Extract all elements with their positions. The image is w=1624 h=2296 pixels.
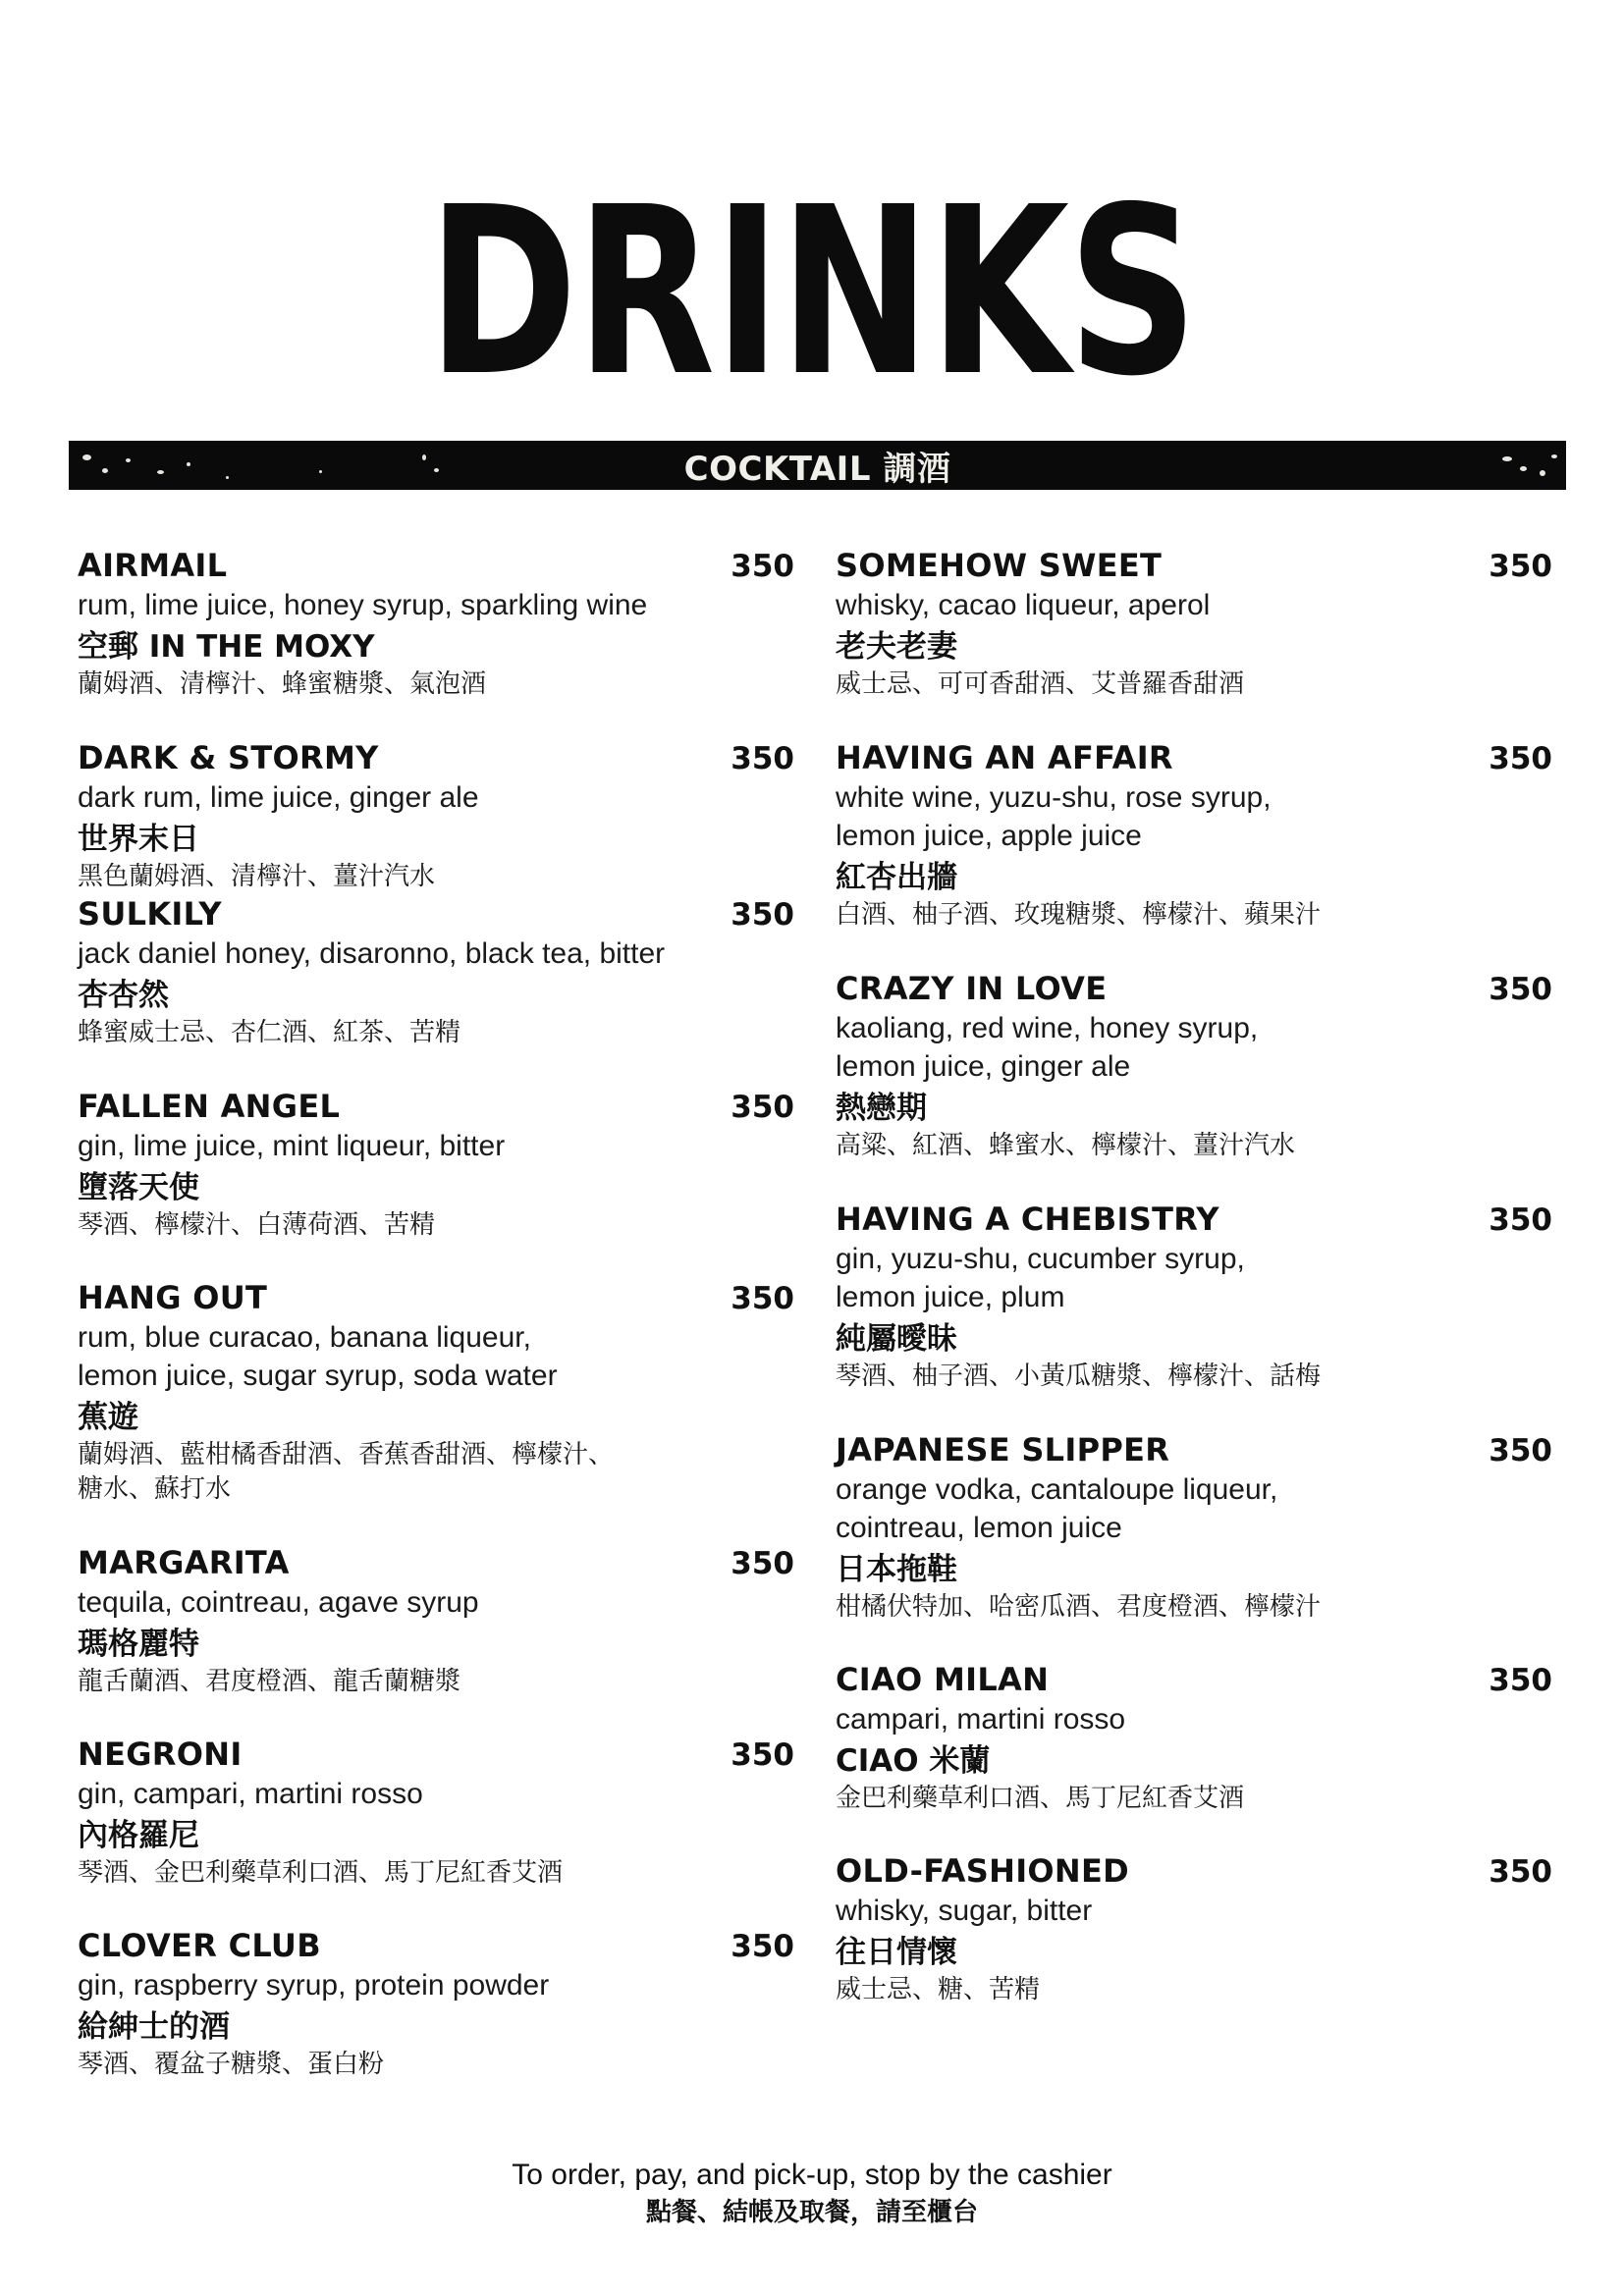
menu-item-header: [78, 1278, 794, 1318]
menu-item-header: [78, 894, 794, 934]
menu-item-chinese-name: 內格羅尼: [78, 1818, 199, 1853]
menu-item-chinese-description: 黑色蘭姆酒、清檸汁、薑汁汽水: [78, 862, 436, 891]
menu-item-chinese-description: 威士忌、可可香甜酒、艾普羅香甜酒: [836, 669, 1245, 699]
menu-item-name: SOMEHOW SWEET: [836, 547, 1163, 584]
menu-item-price: 350: [1489, 1433, 1552, 1468]
menu-item-description: whisky, cacao liqueur, aperol: [836, 589, 1211, 621]
menu-item-name: HAVING AN AFFAIR: [836, 739, 1173, 776]
menu-item-description: lemon juice, ginger ale: [836, 1050, 1131, 1083]
menu-item-price: 350: [1489, 549, 1552, 584]
menu-item-chinese-name: 純屬曖昧: [836, 1321, 957, 1357]
menu-item-name: AIRMAIL: [78, 547, 228, 584]
texture-speck: [319, 470, 322, 473]
footer-note-zh: 點餐、結帳及取餐，請至櫃台: [645, 2198, 978, 2227]
menu-item-chinese-description: 龍舌蘭酒、君度橙酒、龍舌蘭糖漿: [78, 1667, 461, 1696]
menu-item-chinese-name: 給紳士的酒: [78, 2009, 230, 2045]
menu-item-price: 350: [1489, 741, 1552, 776]
menu-item-chinese-description: 高粱、紅酒、蜂蜜水、檸檬汁、薑汁汽水: [836, 1131, 1296, 1160]
menu-item-description: cointreau, lemon juice: [836, 1512, 1122, 1544]
menu-item-name: CRAZY IN LOVE: [836, 970, 1108, 1007]
footer-note-en: To order, pay, and pick-up, stop by the cashier: [512, 2159, 1112, 2191]
menu-item-chinese-description: 蜂蜜威士忌、杏仁酒、紅茶、苦精: [78, 1018, 461, 1047]
section-header-cocktail: [69, 441, 1566, 490]
menu-item-chinese-name: 紅杏出牆: [836, 860, 957, 895]
menu-item: [836, 1430, 1552, 1625]
menu-item-chinese-name: 杏杏然: [78, 978, 169, 1013]
texture-speck: [1520, 466, 1527, 471]
menu-item-description: whisky, sugar, bitter: [836, 1895, 1093, 1927]
menu-item-chinese-name: CIAO 米蘭: [836, 1743, 991, 1779]
menu-item-price: 350: [1489, 1854, 1552, 1890]
menu-item-name: JAPANESE SLIPPER: [836, 1431, 1170, 1468]
menu-item: [78, 738, 794, 894]
menu-item-description: rum, lime juice, honey syrup, sparkling wine: [78, 589, 648, 621]
menu-item-header: [78, 546, 794, 586]
menu-item-header: [78, 738, 794, 778]
texture-speck: [126, 458, 131, 462]
menu-item-header: [78, 1735, 794, 1775]
menu-item-price: 350: [731, 1546, 794, 1581]
texture-speck: [187, 462, 190, 466]
menu-item-name: HANG OUT: [78, 1279, 268, 1316]
menu-item-chinese-description: 蘭姆酒、藍柑橘香甜酒、香蕉香甜酒、檸檬汁、: [78, 1440, 615, 1469]
menu-item-price: 350: [731, 1737, 794, 1773]
menu-item-header: [836, 1430, 1552, 1470]
menu-item-header: [836, 738, 1552, 778]
menu-item: [836, 1660, 1552, 1816]
menu-item-price: 350: [731, 1281, 794, 1316]
texture-speck: [1502, 456, 1512, 461]
menu-item-description: rum, blue curacao, banana liqueur,: [78, 1321, 531, 1354]
texture-speck: [1540, 470, 1545, 476]
menu-item: [836, 738, 1552, 933]
menu-item-chinese-name: 瑪格麗特: [78, 1627, 199, 1662]
menu-item-header: [836, 1660, 1552, 1700]
menu-item-chinese-description: 威士忌、糖、苦精: [836, 1975, 1041, 2004]
menu-item-chinese-description: 琴酒、檸檬汁、白薄荷酒、苦精: [78, 1210, 436, 1240]
page-title: DRINKS: [427, 157, 1197, 427]
menu-item-chinese-description: 糖水、蘇打水: [78, 1474, 232, 1504]
menu-item-name: SULKILY: [78, 895, 222, 933]
menu-item: [78, 1735, 794, 1891]
menu-item-header: [836, 1200, 1552, 1240]
menu-item-price: 350: [731, 741, 794, 776]
menu-item-chinese-description: 琴酒、覆盆子糖漿、蛋白粉: [78, 2050, 385, 2079]
menu-item-description: lemon juice, apple juice: [836, 820, 1142, 852]
menu-item-chinese-name: 日本拖鞋: [836, 1552, 957, 1587]
menu-item: [836, 546, 1552, 702]
menu-item-chinese-name: 往日情懷: [836, 1935, 957, 1970]
menu-item: [78, 1087, 794, 1243]
menu-item-header: [836, 1851, 1552, 1892]
menu-item-name: CIAO MILAN: [836, 1661, 1050, 1698]
menu-item-chinese-description: 琴酒、柚子酒、小黃瓜糖漿、檸檬汁、話梅: [836, 1362, 1322, 1391]
menu-item-chinese-name: 老夫老妻: [836, 629, 957, 665]
menu-item-description: dark rum, lime juice, ginger ale: [78, 781, 479, 814]
menu-item-description: jack daniel honey, disaronno, black tea, bitter: [78, 937, 666, 970]
menu-item-header: [836, 969, 1552, 1009]
menu-item-description: kaoliang, red wine, honey syrup,: [836, 1012, 1259, 1044]
menu-item: [836, 1851, 1552, 2007]
menu-item: [78, 894, 794, 1050]
menu-item-name: FALLEN ANGEL: [78, 1088, 341, 1125]
menu-item-description: white wine, yuzu-shu, rose syrup,: [836, 781, 1272, 814]
menu-item-description: lemon juice, sugar syrup, soda water: [78, 1360, 558, 1392]
menu-item-description: gin, yuzu-shu, cucumber syrup,: [836, 1243, 1245, 1275]
menu-item-price: 350: [1489, 1663, 1552, 1698]
texture-speck: [157, 470, 164, 474]
menu-item-price: 350: [731, 1929, 794, 1964]
menu-item-chinese-description: 蘭姆酒、清檸汁、蜂蜜糖漿、氣泡酒: [78, 669, 487, 699]
menu-item-description: orange vodka, cantaloupe liqueur,: [836, 1473, 1278, 1506]
texture-speck: [434, 468, 439, 472]
menu-item-chinese-description: 金巴利藥草利口酒、馬丁尼紅香艾酒: [836, 1784, 1245, 1813]
menu-item-description: gin, campari, martini rosso: [78, 1778, 423, 1810]
texture-speck: [422, 454, 426, 460]
menu-item: [78, 546, 794, 702]
menu-item: [78, 1278, 794, 1507]
menu-item: [836, 1200, 1552, 1394]
menu-item-chinese-name: 世界末日: [78, 822, 199, 857]
menu-item-name: DARK & STORMY: [78, 739, 379, 776]
menu-item-name: HAVING A CHEBISTRY: [836, 1201, 1219, 1238]
menu-item-chinese-description: 白酒、柚子酒、玫瑰糖漿、檸檬汁、蘋果汁: [836, 900, 1322, 930]
menu-item-chinese-name: 墮落天使: [78, 1170, 199, 1205]
menu-item-description: gin, raspberry syrup, protein powder: [78, 1969, 550, 2002]
menu-column-right: [836, 546, 1552, 2007]
menu-item-description: lemon juice, plum: [836, 1281, 1065, 1313]
section-label: COCKTAIL 調酒: [683, 449, 951, 489]
menu-column-left: [78, 546, 794, 2082]
menu-item-header: [78, 1087, 794, 1127]
texture-speck: [82, 454, 91, 460]
menu-item-header: [78, 1543, 794, 1583]
menu-item-name: OLD-FASHIONED: [836, 1852, 1130, 1890]
menu-item-price: 350: [731, 549, 794, 584]
menu-item-chinese-description: 琴酒、金巴利藥草利口酒、馬丁尼紅香艾酒: [78, 1858, 564, 1888]
menu-item-price: 350: [731, 897, 794, 933]
menu-item: [78, 1926, 794, 2082]
menu-item-header: [836, 546, 1552, 586]
menu-item-name: CLOVER CLUB: [78, 1927, 321, 1964]
menu-item-name: MARGARITA: [78, 1544, 290, 1581]
footer: [0, 2156, 1624, 2230]
menu-item-description: tequila, cointreau, agave syrup: [78, 1586, 479, 1619]
menu-item-price: 350: [1489, 972, 1552, 1007]
menu-item-description: campari, martini rosso: [836, 1703, 1126, 1735]
menu-item-price: 350: [731, 1090, 794, 1125]
menu-item: [836, 969, 1552, 1163]
menu-item-price: 350: [1489, 1202, 1552, 1238]
texture-speck: [1551, 454, 1557, 458]
menu-item-header: [78, 1926, 794, 1966]
menu-item-chinese-name: 空郵 IN THE MOXY: [78, 629, 375, 665]
menu-item-chinese-description: 柑橘伏特加、哈密瓜酒、君度橙酒、檸檬汁: [836, 1592, 1322, 1622]
menu-item-chinese-name: 熱戀期: [836, 1091, 927, 1126]
menu-item: [78, 1543, 794, 1699]
menu-item-description: gin, lime juice, mint liqueur, bitter: [78, 1130, 506, 1162]
menu-item-chinese-name: 蕉遊: [78, 1400, 138, 1435]
texture-speck: [102, 468, 108, 473]
texture-speck: [226, 476, 229, 479]
menu-item-name: NEGRONI: [78, 1735, 243, 1773]
